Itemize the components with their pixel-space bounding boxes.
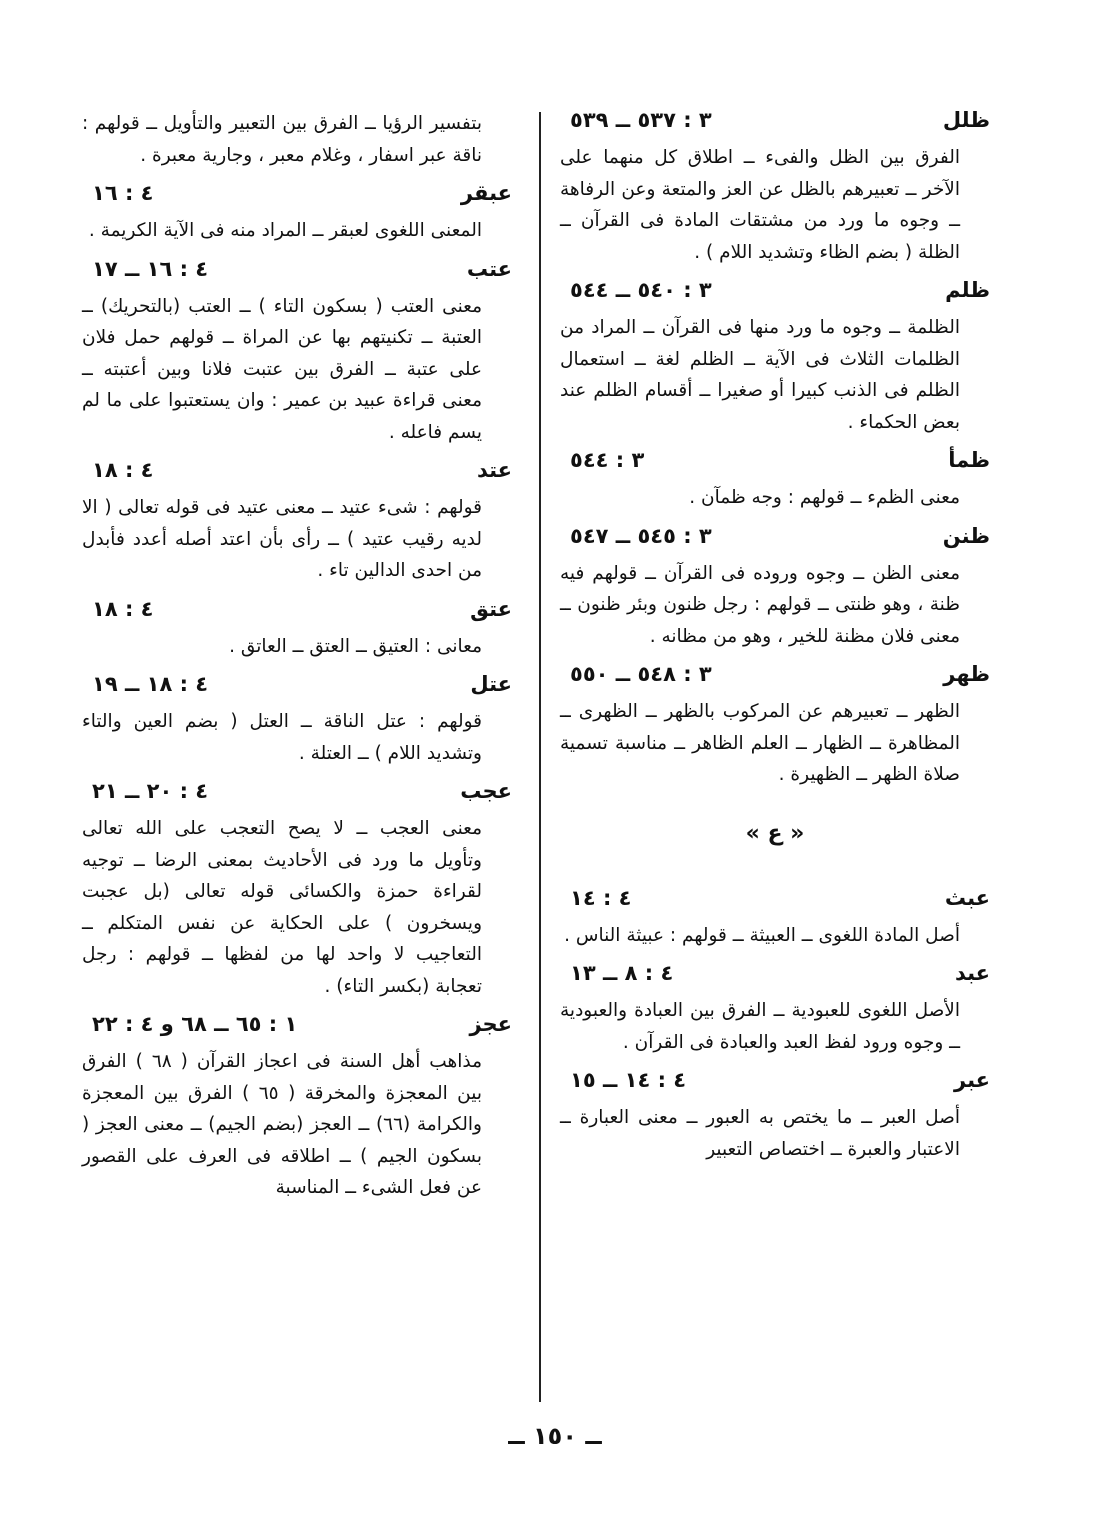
entry-headword: ظمأ [948, 448, 990, 472]
left-entries [82, 181, 512, 1204]
entry-headword: ظهر [943, 662, 990, 686]
right-entries-after [560, 886, 990, 1166]
entry-headword: عبد [954, 961, 990, 985]
entry-reference: ٤ : ١٦ [92, 181, 154, 205]
entry-reference: ١ : ٦٥ ــ ٦٨ و ٤ : ٢٢ [92, 1012, 298, 1036]
entry-reference: ٤ : ١٨ [92, 596, 154, 621]
right-entries-before [560, 108, 990, 791]
dictionary-entry [560, 662, 990, 791]
entry-header [82, 181, 512, 215]
dictionary-entry [82, 181, 512, 247]
entry-definition: المعنى اللغوى لعبقر ــ المراد منه فى الآية الكريمة . [88, 220, 482, 241]
entry-reference: ٣ : ٥٤٠ ــ ٥٤٤ [570, 278, 712, 302]
entry-header [82, 1012, 512, 1046]
entry-definition: الظلمة ــ وجوه ما ورد منها فى القرآن ــ المراد من الظلمات الثلاث فى الآية ــ الظلم لغة ــ استعمال الظلم فى الذنب كبيرا أو صغيرا ــ أقسام الظلم عند بعض الحكماء . [560, 317, 960, 433]
entry-header [560, 108, 990, 142]
entry-headword: عتل [470, 672, 512, 696]
entry-reference: ٤ : ٨ ــ ١٣ [570, 961, 674, 985]
left-column [82, 108, 512, 1430]
entry-header [82, 458, 512, 492]
entry-header [560, 662, 990, 696]
dictionary-entry [82, 257, 512, 449]
dictionary-entry [560, 886, 990, 952]
continued-entry [82, 108, 512, 171]
letter-section-header: « ع » [745, 820, 805, 846]
entry-header [82, 779, 512, 813]
entry-reference: ٣ : ٥٣٧ ــ ٥٣٩ [570, 108, 712, 132]
dictionary-entry [82, 779, 512, 1002]
dictionary-entry [560, 961, 990, 1058]
entry-headword: ظلم [945, 278, 990, 302]
entry-definition: معانى : العتيق ــ العتق ــ العاتق . [229, 635, 482, 657]
right-column [560, 108, 990, 1430]
entry-definition: قولهم : شىء عتيد ــ معنى عتيد فى قوله تعالى ( الا لديه رقيب عتيد ) ــ رأى بأن اعتد أصله أعدد فأبدل من احدى الدالين تاء . [82, 497, 482, 581]
entry-header [82, 672, 512, 706]
entry-headword: عتد [476, 458, 512, 482]
entry-definition: معنى الظن ــ وجوه وروده فى القرآن ــ قولهم فيه ظنة ، وهو ظنتى ــ قولهم : رجل ظنون وبئر ظنون ــ معنى فلان مظنة للخير ، وهو من مظانه . [560, 562, 960, 647]
entry-reference: ٤ : ١٨ [92, 458, 154, 482]
entry-header [560, 1068, 990, 1102]
entry-definition: الظهر ــ تعبيرهم عن المركوب بالظهر ــ الظهرى ــ المظاهرة ــ الظهار ــ العلم الظاهر ــ مناسبة تسمية صلاة الظهر ــ الظهيرة . [560, 701, 960, 785]
dictionary-entry [82, 458, 512, 587]
entry-headword: عبث [944, 885, 990, 910]
entry-header [560, 448, 990, 482]
entry-headword: عجب [460, 779, 512, 803]
entry-reference: ٤ : ١٤ ــ ١٥ [570, 1068, 687, 1092]
entry-header [560, 886, 990, 920]
entry-header [560, 961, 990, 995]
dictionary-entry [560, 1068, 990, 1165]
page-number: ــ ١٥٠ ــ [508, 1422, 602, 1450]
entry-definition: الفرق بين الظل والفىء ــ اطلاق كل منهما على الآخر ــ تعبيرهم بالظل عن العز والمتعة وعن الرفاهة ــ وجوه ما ورد من مشتقات المادة فى القرآن ــ الظلة ( بضم الظاء وتشديد اللام ) . [560, 147, 960, 263]
entry-definition: معنى العجب ــ لا يصح التعجب على الله تعالى وتأويل ما ورد فى الأحاديث بمعنى الرضا ــ توجيه لقراءة حمزة والكسائى قوله تعالى (بل عجبت ويسخرون ) على الحكاية عن نفس المتكلم ــ التعاجيب لا واحد لها من لفظها ــ قولهم : رجل تعجابة (بكسر التاء) . [82, 818, 482, 997]
dictionary-entry [82, 597, 512, 663]
entry-definition: قولهم : عتل الناقة ــ العتل ( بضم العين والتاء وتشديد اللام ) ــ العتلة . [82, 711, 482, 764]
entry-definition: أصل المادة اللغوى ــ العبيثة ــ قولهم : عبيثة الناس . [564, 924, 960, 946]
entry-definition: أصل العبر ــ ما يختص به العبور ــ معنى العبارة ــ الاعتبار والعبرة ــ اختصاص التعبير [560, 1107, 960, 1160]
entry-definition: معنى الظمء ــ قولهم : وجه ظمآن . [689, 487, 960, 508]
entry-headword: ظلل [942, 108, 990, 132]
entry-headword: عبر [954, 1068, 990, 1092]
entry-headword: عجز [469, 1012, 512, 1036]
entry-reference: ٣ : ٥٤٥ ــ ٥٤٧ [570, 523, 712, 548]
entry-headword: ظنن [942, 523, 990, 548]
entry-headword: عبقر [460, 181, 512, 205]
entry-definition: مذاهب أهل السنة فى اعجاز القرآن ( ٦٨ ) الفرق بين المعجزة والمخرقة ( ٦٥ ) الفرق بين المعجزة والكرامة (٦٦) ــ العجز (بضم الجيم) ــ معنى العجز ( بسكون الجيم ) ــ اطلاقه فى العرف على القصور عن فعل الشىء ــ المناسبة [82, 1051, 482, 1198]
dictionary-entry [82, 1012, 512, 1204]
dictionary-entry [560, 108, 990, 268]
dictionary-entry [82, 672, 512, 769]
entry-reference: ٣ : ٥٤٤ [570, 448, 645, 472]
entry-reference: ٣ : ٥٤٨ ــ ٥٥٠ [570, 662, 712, 686]
dictionary-entry [560, 278, 990, 438]
dictionary-entry [560, 524, 990, 653]
dictionary-entry [560, 448, 990, 514]
entry-definition: الأصل اللغوى للعبودية ــ الفرق بين العبادة والعبودية ــ وجوه ورود لفظ العبد والعبادة فى القرآن . [560, 1000, 960, 1053]
entry-header [82, 597, 512, 631]
entry-reference: ٤ : ١٤ [570, 885, 632, 910]
entry-reference: ٤ : ٢٠ ــ ٢١ [92, 779, 209, 803]
entry-definition: معنى العتب ( بسكون التاء ) ــ العتب (بالتحريك) ــ العتبة ــ تكنيتهم بها عن المراة ــ قولهم حمل فلان على عتبة ــ الفرق بين عتبت فلانا وبين أعتبته ــ معنى قراءة عبيد بن عمير : وان يستعتبوا على ما لم يسم فاعله . [82, 295, 482, 443]
entry-headword: عتق [470, 596, 512, 621]
entry-headword: عتب [466, 256, 512, 281]
entry-reference: ٤ : ١٨ ــ ١٩ [92, 672, 209, 696]
continued-entry-text: بتفسير الرؤيا ــ الفرق بين التعبير والتأويل ــ قولهم : ناقة عبر اسفار ، وغلام معبر ، وجارية معبرة . [82, 113, 482, 166]
entry-header [82, 257, 512, 291]
entry-reference: ٤ : ١٦ ــ ١٧ [92, 256, 209, 281]
column-divider [539, 112, 541, 1402]
entry-header [560, 524, 990, 558]
entry-header [560, 278, 990, 312]
